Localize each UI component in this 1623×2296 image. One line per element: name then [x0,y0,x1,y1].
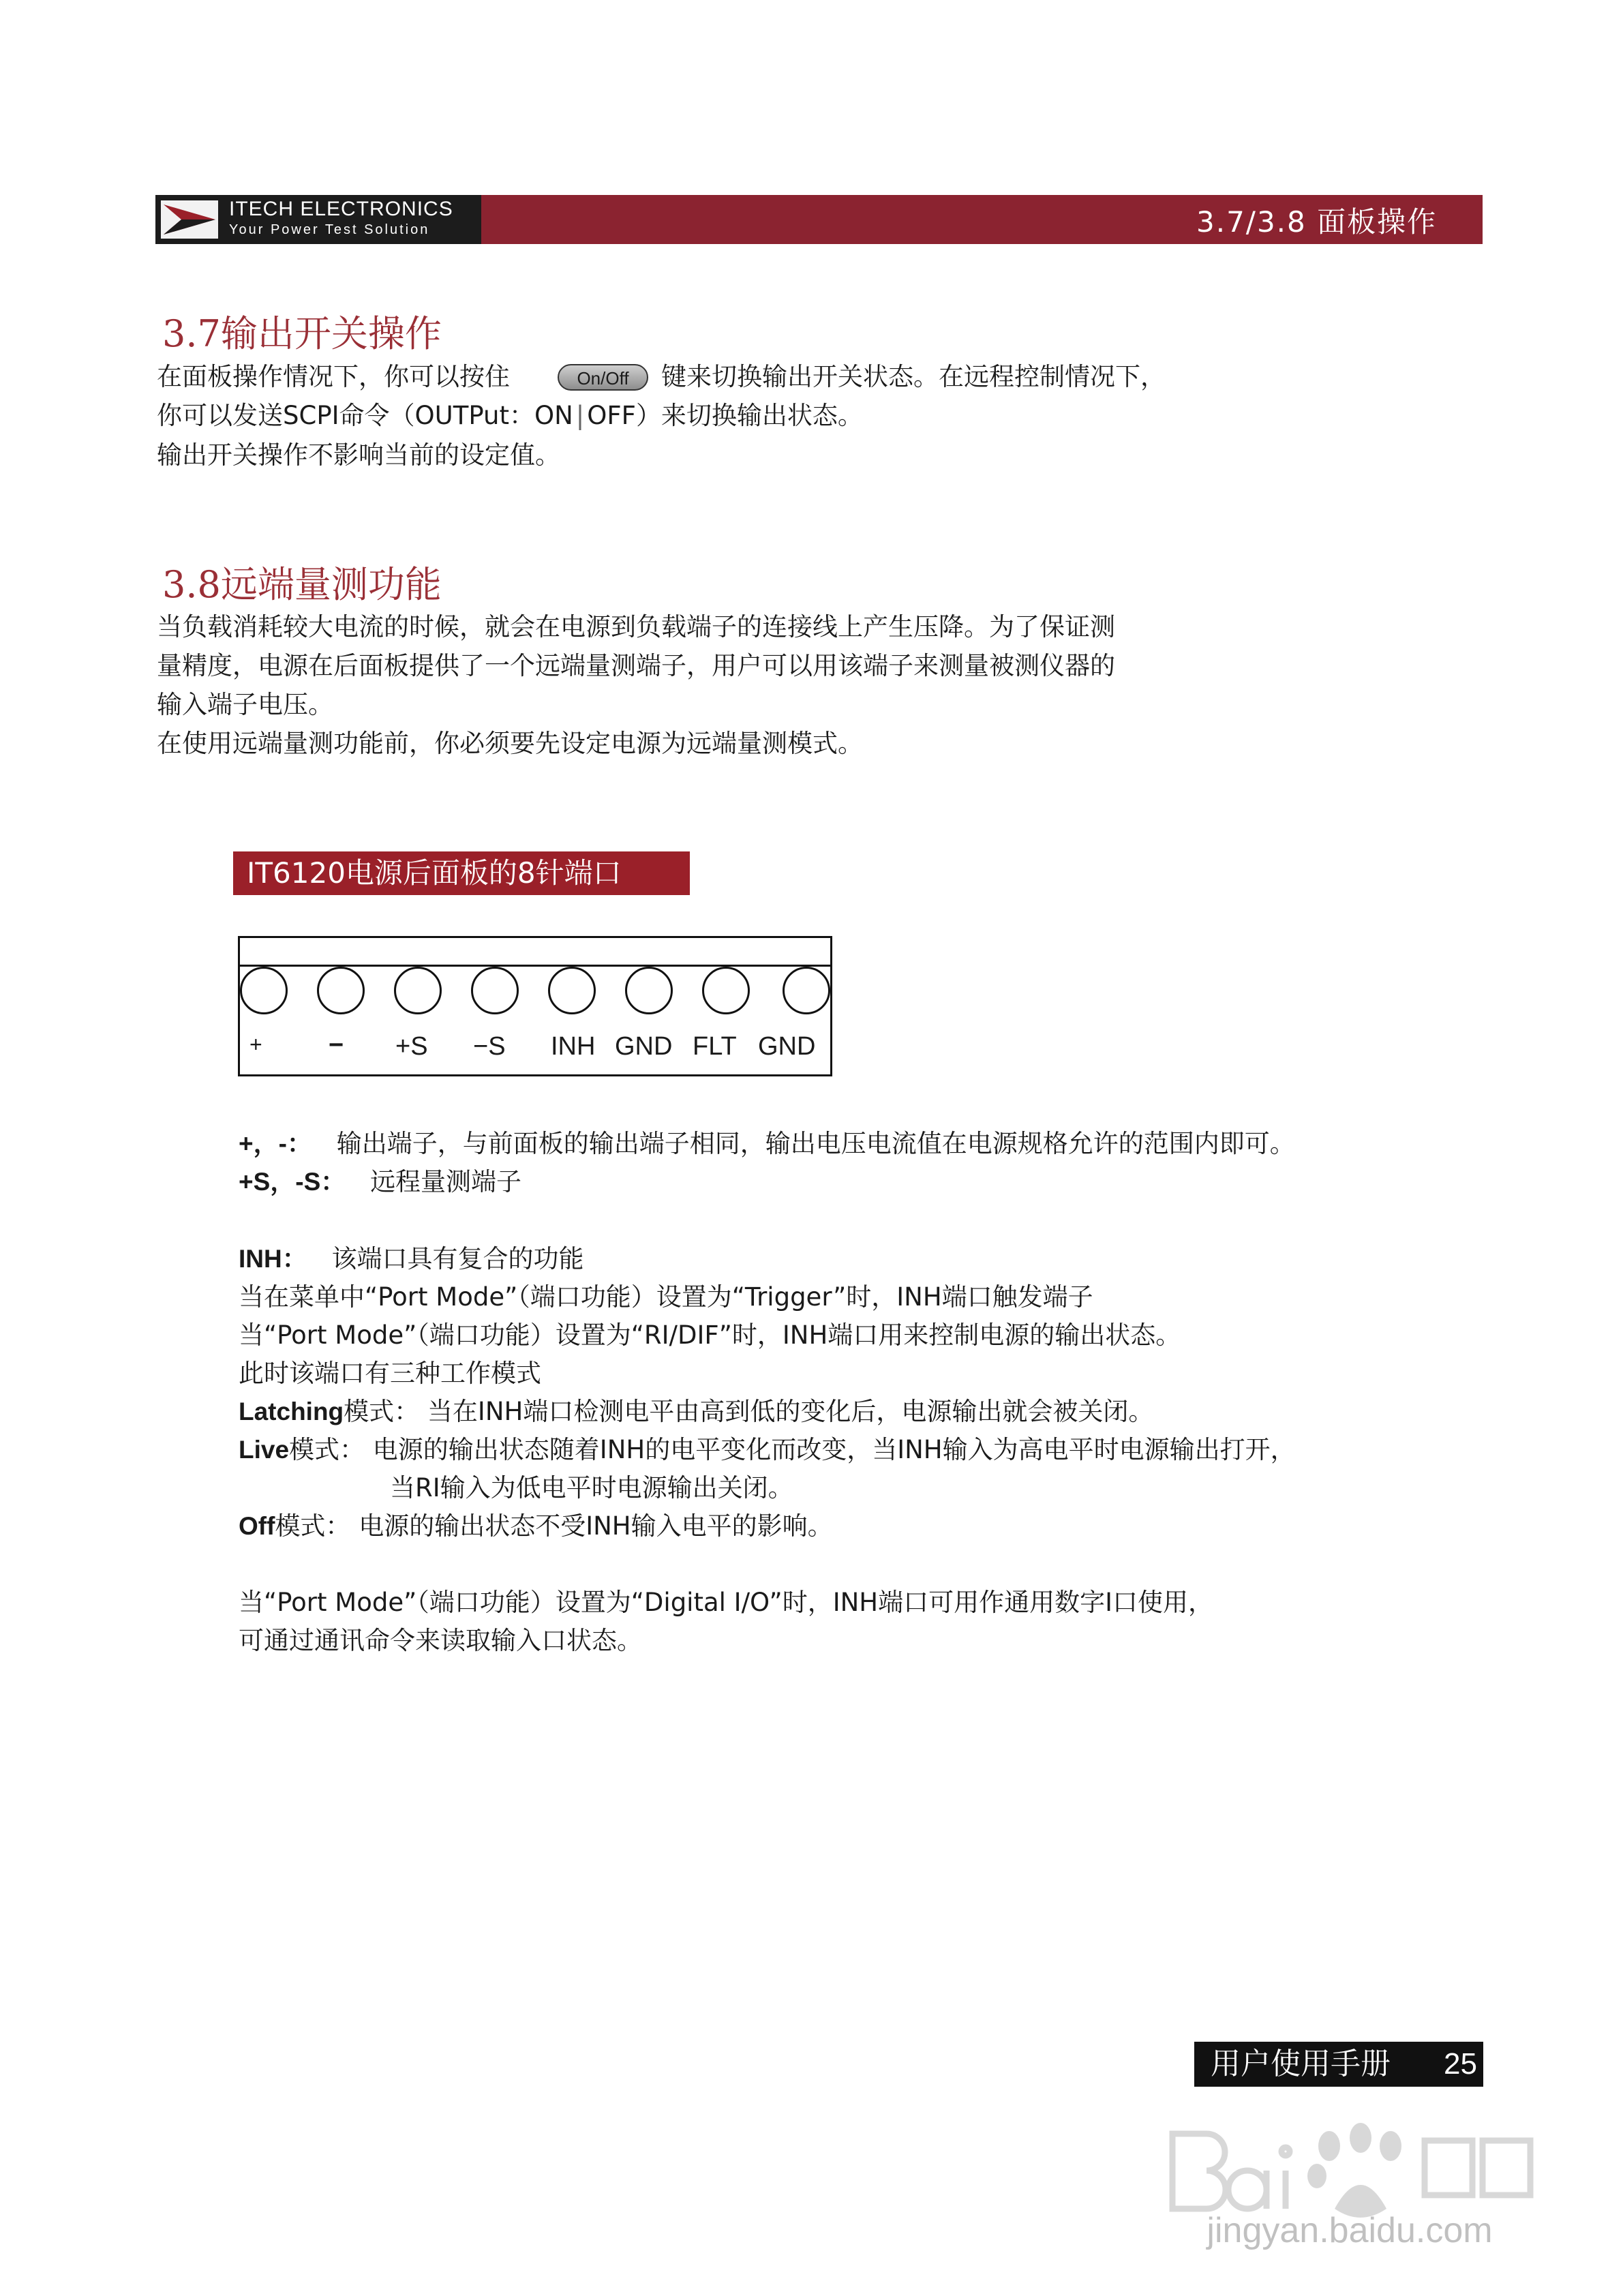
term: +S，-S： [239,1168,346,1196]
text: 输出端子，与前面板的输出端子相同，输出电压电流值在电源规格允许的范围内即可。 [336,1129,1295,1158]
pin-hole [702,967,750,1014]
pin-label: −S [473,1032,506,1061]
on-off-key-icon: On/Off [558,364,648,391]
paragraph-3-8-line-2: 量精度，电源在后面板提供了一个远端量测端子，用户可以用该端子来测量被测仪器的 [157,651,1115,680]
desc-off-mode [239,1507,833,1545]
desc-digital-io-2: 可通过通讯命令来读取输入口状态。 [239,1626,642,1655]
pin-label: INH [551,1032,596,1061]
pin-hole [240,967,288,1014]
desc-digital-io-1: 当“Port Mode”（端口功能）设置为“Digital I/O”时，INH端口可用作通用数字I口使用， [239,1588,1214,1617]
text: 模式： 电源的输出状态不受INH输入电平的影响。 [275,1511,833,1541]
section-heading-3-7: 3.7输出开关操作 [162,312,442,355]
text: 模式： 电源的输出状态随着INH的电平变化而改变，当INH输入为高电平时电源输出打开， [289,1435,1296,1464]
desc-port-mode-ridif: 当“Port Mode”（端口功能）设置为“RI/DIF”时，INH端口用来控制电源的输出状态。 [239,1320,1181,1350]
pin-hole [625,967,673,1014]
pin-label: − [329,1031,344,1059]
pin-hole [783,967,830,1014]
section-heading-3-8: 3.8远端量测功能 [162,563,442,606]
desc-live-mode [239,1431,1296,1469]
footer-label: 用户使用手册 [1211,2046,1391,2081]
divider: | [575,401,585,430]
brand-name: ITECH ELECTRONICS [229,198,453,220]
desc-port-mode-trigger: 当在菜单中“Port Mode”（端口功能）设置为“Trigger”时，INH端口触发端子 [239,1282,1093,1312]
pin-label: FLT [693,1032,737,1061]
paragraph-3-8-line-1: 当负载消耗较大电流的时候，就会在电源到负载端子的连接线上产生压降。为了保证测 [157,612,1115,641]
desc-live-mode-cont: 当RI输入为低电平时电源输出关闭。 [390,1473,793,1502]
pin-hole [394,967,442,1014]
text: OFF）来切换输出状态。 [587,401,863,430]
text: 远程量测端子 [370,1167,522,1196]
text: 在面板操作情况下，你可以按住 [157,362,510,391]
connector-diagram [238,936,832,1076]
pin-label: GND [615,1032,673,1061]
paragraph-3-8-line-4: 在使用远端量测功能前，你必须要先设定电源为远端量测模式。 [157,729,863,758]
pin-label: + [249,1032,262,1057]
desc-sense-terminals [239,1163,521,1201]
paragraph-3-7-line-3: 输出开关操作不影响当前的设定值。 [157,440,560,470]
text: 模式： 当在INH端口检测电平由高到低的变化后，电源输出就会被关闭。 [344,1397,1154,1426]
chapter-title: 3.7/3.8 面板操作 [1196,205,1438,239]
connector-top-rail [238,965,832,967]
brand-tagline: Your Power Test Solution [229,222,430,237]
connector-caption: IT6120电源后面板的8针端口 [233,851,690,895]
paragraph-3-8-line-3: 输入端子电压。 [157,690,333,719]
term: Off [239,1512,275,1540]
term: +，-： [239,1130,312,1158]
pin-hole [548,967,596,1014]
paragraph-3-7-line-1-cont: 键来切换输出开关状态。在远程控制情况下， [661,362,1166,391]
paragraph-3-7-line-1 [157,358,510,396]
term: Live [239,1436,290,1464]
pin-hole [471,967,519,1014]
pin-hole [317,967,365,1014]
term: INH： [239,1245,307,1273]
text: 该端口具有复合的功能 [331,1244,584,1273]
desc-output-terminals [239,1125,1295,1163]
term: Latching [239,1398,344,1425]
text: 你可以发送SCPI命令（OUTPut：ON [157,401,573,430]
desc-three-modes: 此时该端口有三种工作模式 [239,1359,541,1388]
desc-latching-mode [239,1393,1153,1431]
itech-logo-icon [161,200,218,239]
paragraph-3-7-line-2 [157,397,863,435]
watermark-text: jingyan.baidu.com [1207,2211,1493,2250]
page-number: 25 [1444,2047,1477,2081]
pin-label: GND [758,1032,816,1061]
desc-inh [239,1240,584,1278]
pin-label: +S [395,1032,428,1061]
